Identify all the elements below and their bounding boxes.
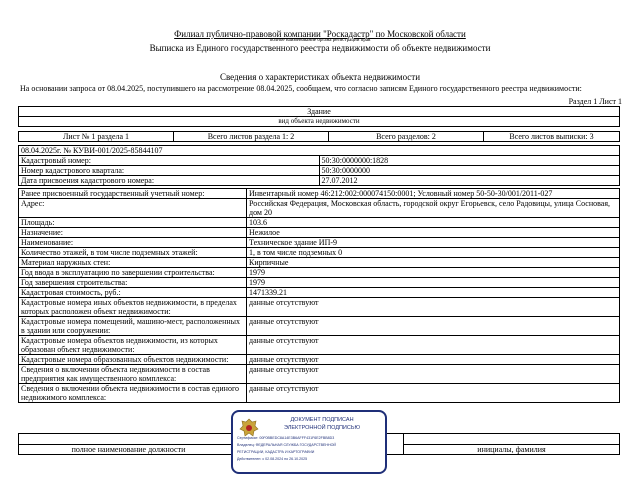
row-value: 1979 xyxy=(247,268,620,278)
table-row xyxy=(19,238,620,248)
object-type-table xyxy=(18,106,620,127)
row-value: Кирпичные xyxy=(247,258,620,268)
table-row xyxy=(19,258,620,268)
row-label: Номер кадастрового квартала: xyxy=(19,166,320,176)
characteristics-table xyxy=(18,188,620,403)
row-value: 27.07.2012 xyxy=(319,176,620,186)
section-label: Раздел 1 Лист 1 xyxy=(568,97,622,106)
request-text: На основании запроса от 08.04.2025, поступившего на рассмотрение 08.04.2025, сообщаем, что согласно записям Единого государственного реестра недвижимости: xyxy=(20,84,582,93)
table-row xyxy=(19,384,620,403)
stamp-title-2: ЭЛЕКТРОННОЙ ПОДПИСЬЮ xyxy=(283,425,361,431)
stamp-certificate: Сертификат: 00F0BBEDC8A14E3B6AFFF431F6E2FBB8D3 xyxy=(237,436,335,440)
row-label: Площадь: xyxy=(19,218,247,228)
row-value: Техническое здание ИП-9 xyxy=(247,238,620,248)
sections-total: Всего разделов: 2 xyxy=(329,132,484,142)
row-value: данные отсутствуют xyxy=(247,384,620,403)
row-label: Кадастровые номера образованных объектов недвижимости: xyxy=(19,355,247,365)
row-value: данные отсутствуют xyxy=(247,317,620,336)
row-value: данные отсутствуют xyxy=(247,355,620,365)
table-row xyxy=(19,218,620,228)
table-row xyxy=(19,228,620,238)
sheet-total-section: Всего листов раздела 1: 2 xyxy=(174,132,329,142)
row-label: Количество этажей, в том числе подземных этажей: xyxy=(19,248,247,258)
stamp-owner-2: РЕГИСТРАЦИИ, КАДАСТРА И КАРТОГРАФИИ xyxy=(237,450,315,454)
doc-reference: 08.04.2025г. № КУВИ-001/2025-85844107 xyxy=(19,146,620,156)
row-value: 103.6 xyxy=(247,218,620,228)
row-label: Наименование: xyxy=(19,238,247,248)
object-type-caption: вид объекта недвижимости xyxy=(19,117,620,127)
id-table xyxy=(18,145,620,186)
row-label: Кадастровый номер: xyxy=(19,156,320,166)
row-value: 50:30:0000000:1828 xyxy=(319,156,620,166)
row-label: Дата присвоения кадастрового номера: xyxy=(19,176,320,186)
row-label: Год завершения строительства: xyxy=(19,278,247,288)
row-label: Материал наружных стен: xyxy=(19,258,247,268)
branch-caption: полное наименование органа регистрации прав xyxy=(269,38,371,43)
stamp-owner-1: Владелец: ФЕДЕРАЛЬНАЯ СЛУЖБА ГОСУДАРСТВЕННОЙ xyxy=(237,443,336,447)
table-row xyxy=(19,248,620,258)
table-row xyxy=(19,278,620,288)
row-value: 1471339.21 xyxy=(247,288,620,298)
row-value: 1979 xyxy=(247,278,620,288)
sheet-number: Лист № 1 раздела 1 xyxy=(19,132,174,142)
table-row xyxy=(19,298,620,317)
electronic-signature-stamp xyxy=(231,410,387,474)
row-value: 50:30:0000000 xyxy=(319,166,620,176)
table-row xyxy=(19,189,620,199)
table-row xyxy=(19,336,620,355)
table-row xyxy=(19,166,620,176)
stamp-title-1: ДОКУМЕНТ ПОДПИСАН xyxy=(290,417,354,423)
row-value: 1, в том числе подземных 0 xyxy=(247,248,620,258)
table-row xyxy=(19,268,620,278)
table-row xyxy=(19,199,620,218)
row-value: Российская Федерация, Московская область, городской округ Егорьевск, село Радовицы, улица Сосновая, дом 20 xyxy=(247,199,620,218)
row-label: Кадастровая стоимость, руб.: xyxy=(19,288,247,298)
object-type: Здание xyxy=(19,107,620,117)
row-value: данные отсутствуют xyxy=(247,336,620,355)
extract-title: Выписка из Единого государственного реестра недвижимости об объекте недвижимости xyxy=(149,43,491,53)
row-value: Нежилое xyxy=(247,228,620,238)
table-row xyxy=(19,288,620,298)
table-row xyxy=(19,317,620,336)
row-label: Назначение: xyxy=(19,228,247,238)
branch-name: Филиал публично-правовой компании "Роскадастр" по Московской области xyxy=(174,29,466,39)
row-value: данные отсутствуют xyxy=(247,298,620,317)
position-caption: полное наименование должности xyxy=(19,445,239,455)
row-label: Год ввода в эксплуатацию по завершении строительства: xyxy=(19,268,247,278)
table-row xyxy=(19,176,620,186)
row-label: Ранее присвоенный государственный учетный номер: xyxy=(19,189,247,199)
sheets-total: Всего листов выписки: 3 xyxy=(484,132,620,142)
row-label: Сведения о включении объекта недвижимости в состав единого недвижимого комплекса: xyxy=(19,384,247,403)
name-caption: инициалы, фамилия xyxy=(404,445,620,455)
row-label: Кадастровые номера объектов недвижимости, из которых образован объект недвижимости: xyxy=(19,336,247,355)
row-label: Сведения о включении объекта недвижимости в состав предприятия как имущественного комплекса: xyxy=(19,365,247,384)
row-label: Адрес: xyxy=(19,199,247,218)
table-row xyxy=(19,365,620,384)
row-label: Кадастровые номера помещений, машино-мест, расположенных в здании или сооружении: xyxy=(19,317,247,336)
section-title: Сведения о характеристиках объекта недвижимости xyxy=(219,72,421,82)
sheet-info-table xyxy=(18,131,620,142)
row-value: данные отсутствуют xyxy=(247,365,620,384)
table-row xyxy=(19,355,620,365)
row-value: Инвентарный номер 46:212:002:000074150:0001; Условный номер 50-50-30/001/2011-027 xyxy=(247,189,620,199)
row-label: Кадастровые номера иных объектов недвижимости, в пределах которых расположен объект недвижимости: xyxy=(19,298,247,317)
table-row xyxy=(19,156,620,166)
stamp-validity: Действителен: с 02.08.2024 по 26.10.2025 xyxy=(237,457,308,461)
